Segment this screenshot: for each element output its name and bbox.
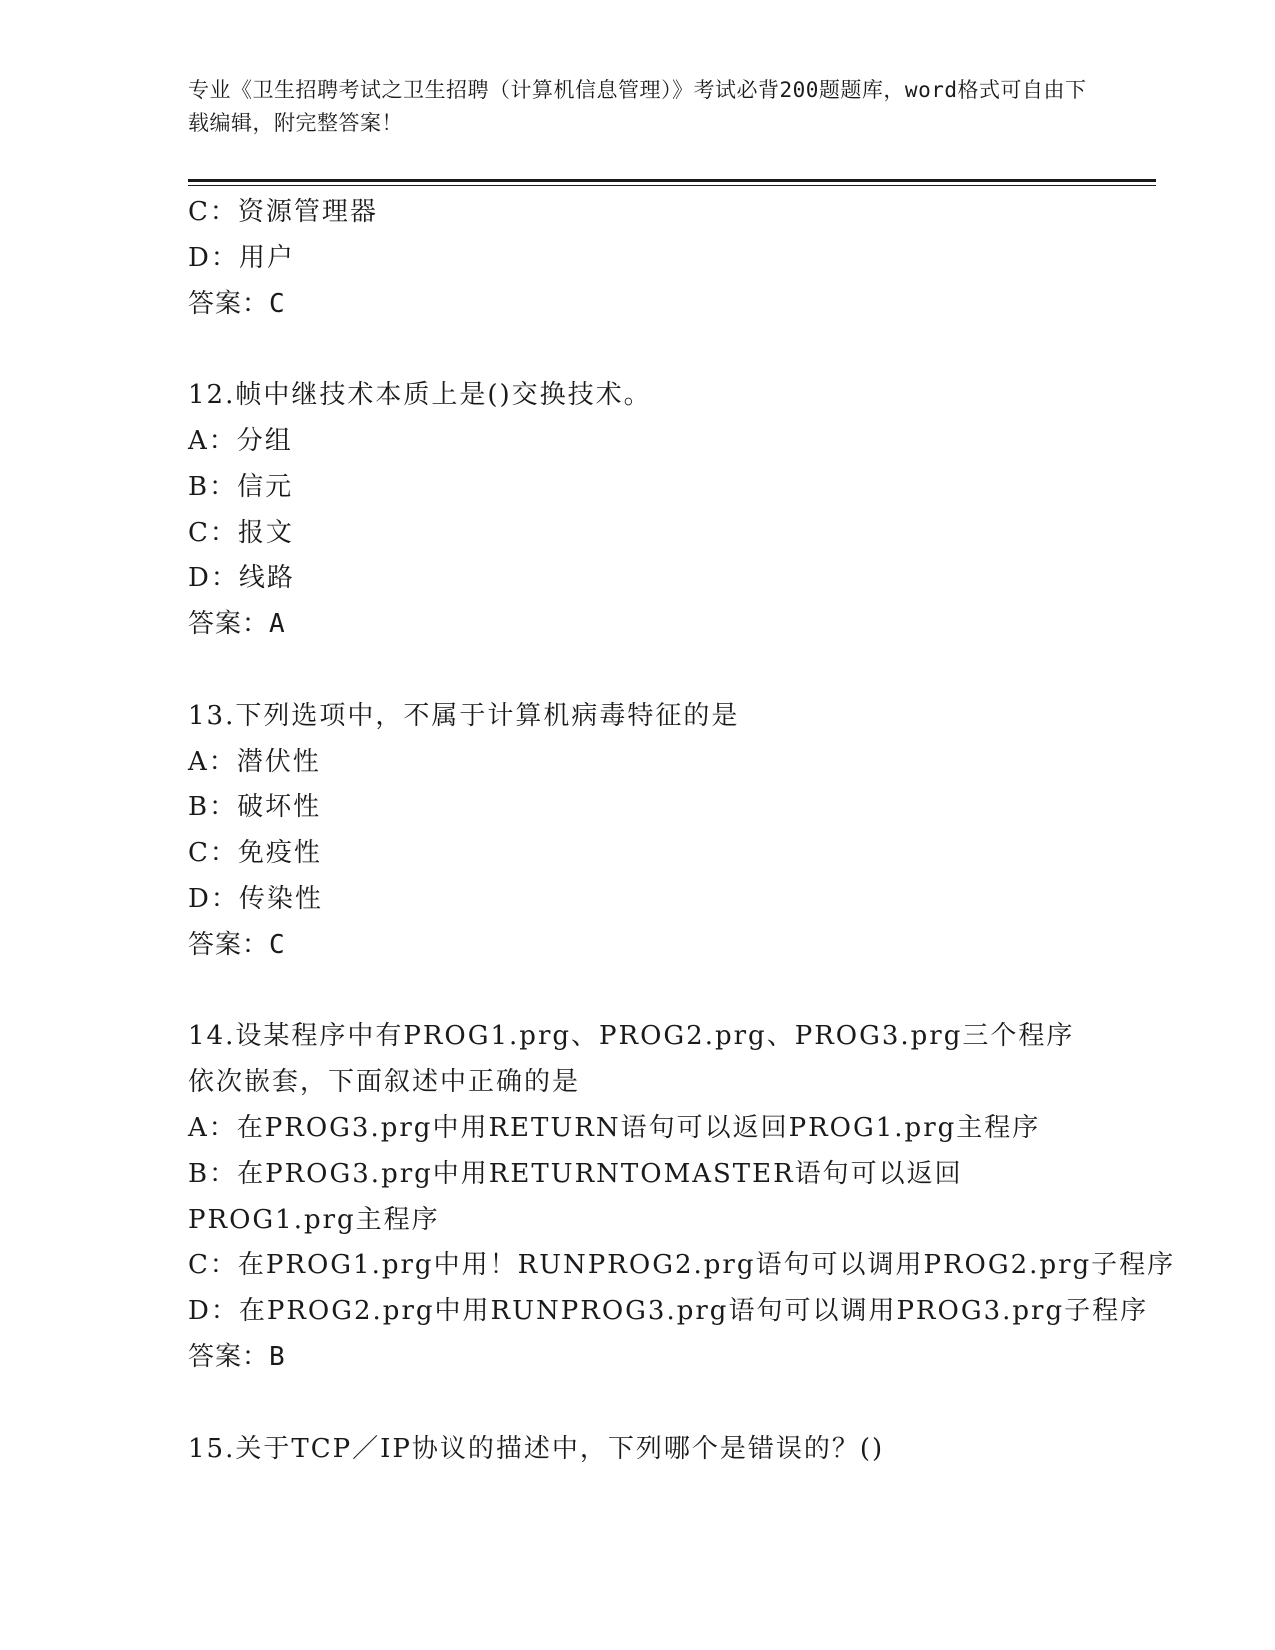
- option-c: C：报文: [188, 517, 294, 548]
- question-stem: 12.帧中继技术本质上是()交换技术。: [188, 380, 652, 411]
- option-c: C：资源管理器: [188, 197, 378, 227]
- question-list: [188, 190, 1176, 1472]
- header-divider-thick: [188, 179, 1156, 182]
- option-c: C：在PROG1.prg中用！RUNPROG2.prg语句可以调用PROG2.prg子程序: [188, 1250, 1176, 1281]
- option-a: A：在PROG3.prg中用RETURN语句可以返回PROG1.prg主程序: [188, 1112, 1041, 1143]
- answer-line: 答案：C: [188, 288, 286, 319]
- option-d: D：用户: [188, 242, 295, 273]
- question-stem: 15.关于TCP／IP协议的描述中，下列哪个是错误的？(): [188, 1433, 885, 1464]
- option-b: B：破坏性: [188, 792, 322, 823]
- spacer: [188, 969, 1088, 1015]
- spacer: [188, 1381, 1088, 1427]
- spacer: [188, 648, 1088, 694]
- spacer: [188, 327, 1088, 373]
- option-d: D：在PROG2.prg中用RUNPROG3.prg语句可以调用PROG3.prg子程序: [188, 1296, 1149, 1327]
- option-a: A：分组: [188, 425, 293, 456]
- option-d: D：传染性: [188, 883, 323, 914]
- header-divider-thin: [188, 185, 1156, 186]
- option-a: A：潜伏性: [188, 746, 321, 777]
- answer-line: 答案：C: [188, 929, 286, 960]
- option-b: B：在PROG3.prg中用RETURNTOMASTER语句可以返回PROG1.prg主程序: [188, 1158, 963, 1235]
- option-d: D：线路: [188, 563, 295, 594]
- question-stem: 14.设某程序中有PROG1.prg、PROG2.prg、PROG3.prg三个程序依次嵌套，下面叙述中正确的是: [188, 1021, 1075, 1098]
- option-c: C：免疫性: [188, 838, 322, 869]
- answer-line: 答案：A: [188, 609, 286, 640]
- question-stem: 13.下列选项中，不属于计算机病毒特征的是: [188, 700, 740, 731]
- option-b: B：信元: [188, 471, 294, 502]
- answer-line: 答案：B: [188, 1341, 286, 1372]
- document-header: 专业《卫生招聘考试之卫生招聘（计算机信息管理）》考试必背200题题库，word格式可自由下载编辑，附完整答案！: [188, 78, 1087, 135]
